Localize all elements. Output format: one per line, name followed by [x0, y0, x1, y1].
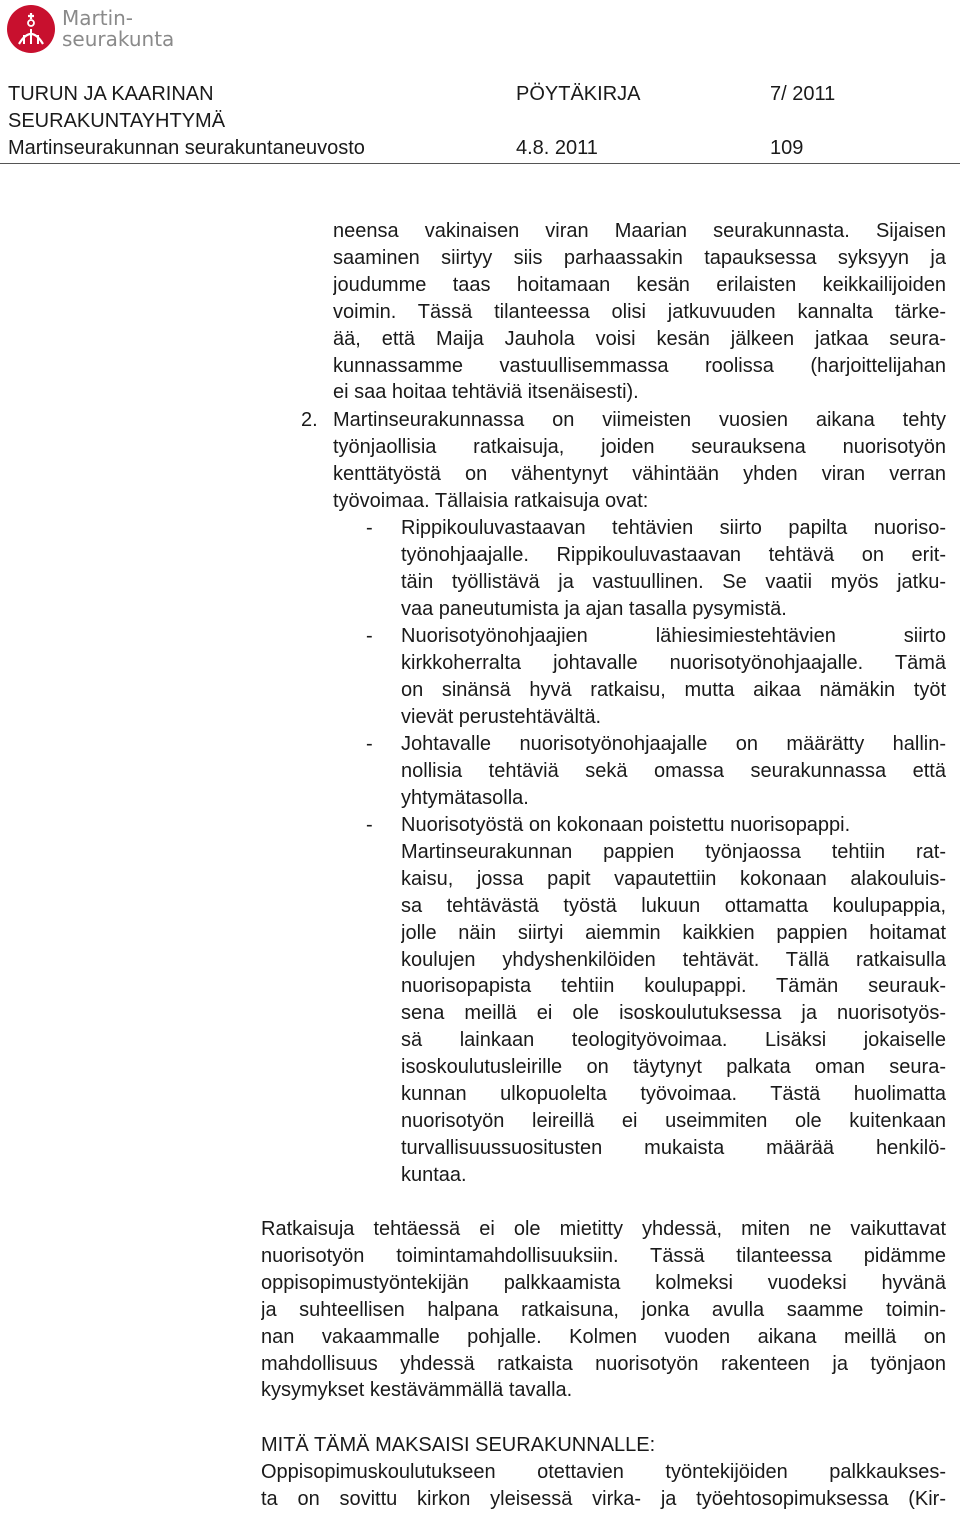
text-line: kenttätyöstä on vähentynyt vähintään yhden viran verran — [333, 462, 946, 485]
header-divider — [0, 163, 960, 164]
text-line: nan vakaammalle pohjalle. Kolmen vuoden aikana meillä on — [261, 1325, 946, 1348]
text-line: oppisopimustyöntekijän palkkaamista kolmeksi vuodeksi hyvänä — [261, 1271, 946, 1294]
bullet-item — [401, 623, 946, 731]
text-line: nuorisotyön leireillä ei useimmiten ole kuitenkaan — [401, 1109, 946, 1132]
bullet-item — [401, 731, 946, 812]
text-line: Martinseurakunnan pappien työnjaossa tehtiin rat- — [401, 840, 946, 863]
text-line: täin työllistävä ja vastuullinen. Se vaatii myös jatku- — [401, 570, 946, 593]
text-line: sä lainkaan teologityövoimaa. Lisäksi jokaiselle — [401, 1029, 946, 1052]
text-line: joudumme taas hoitamaan kesän erilaisten keikkailijoiden — [333, 273, 946, 296]
continuation-paragraph — [333, 218, 946, 406]
org-name-line-2: SEURAKUNTAYHTYMÄ — [8, 110, 226, 132]
meeting-body: Martinseurakunnan seurakuntaneuvosto — [8, 137, 365, 159]
text-line: Rippikouluvastaavan tehtävien siirto papilta nuoriso- — [401, 517, 946, 539]
item-number: 2. — [301, 409, 318, 431]
bullet-item — [401, 812, 946, 1189]
text-line: kysymykset kestävämmällä tavalla. — [261, 1379, 573, 1402]
text-line: nuorisopapista tehtiin koulupappi. Tämän seurauk- — [401, 975, 946, 998]
text-line: koulujen yhdyshenkilöiden tehtävät. Tällä ratkaisulla — [401, 948, 946, 971]
text-line: kunnassamme vastuullisemmassa roolissa (harjoittelijahan — [333, 354, 946, 377]
item-2-paragraph — [333, 407, 946, 515]
bullet-dash: - — [366, 517, 373, 539]
text-line: isoskoulutusleirille on täytynyt palkata oman seura- — [401, 1056, 946, 1079]
document-type: PÖYTÄKIRJA — [516, 83, 641, 105]
text-line: ta on sovittu kirkon yleisessä virka- ja työehtosopimuksessa (Kir- — [261, 1487, 946, 1510]
section-heading: MITÄ TÄMÄ MAKSAISI SEURAKUNNALLE: — [261, 1434, 656, 1456]
bullet-dash: - — [366, 733, 373, 755]
text-line: ja suhteellisen halpana ratkaisuna, jonka avulla saamme toimin- — [261, 1298, 946, 1321]
logo-line-1: Martin- — [62, 6, 134, 30]
page-number: 109 — [770, 137, 804, 159]
church-logo-icon — [6, 4, 56, 54]
text-line: Nuorisotyönohjaajien lähiesimiestehtävien siirto — [401, 625, 946, 647]
bullet-dash: - — [366, 625, 373, 647]
text-line: on sinänsä hyvä ratkaisu, mutta aikaa nämäkin työt — [401, 678, 946, 701]
text-line: Nuorisotyöstä on kokonaan poistettu nuorisopappi. — [401, 814, 851, 836]
text-line: vaa paneutumista ja ajan tasalla pysymistä. — [401, 597, 787, 620]
cost-section — [261, 1432, 946, 1513]
text-line: nollisia tehtäviä sekä omassa seurakunnassa että — [401, 759, 946, 782]
text-line: Ratkaisuja tehtäessä ei ole mietitty yhdessä, miten ne vaikuttavat — [261, 1218, 946, 1240]
text-line: Martinseurakunnassa on viimeisten vuosien aikana tehty — [333, 409, 946, 431]
text-line: Oppisopimuskoulutukseen otettavien työntekijöiden palkkaukses- — [261, 1460, 946, 1483]
text-line: saaminen siirtyy siis parhaassakin tapauksessa syksyyn ja — [333, 246, 946, 269]
text-line: sena meillä ei ole isoskoulutuksessa ja nuorisotyös- — [401, 1002, 946, 1025]
text-line: nuorisotyön toimintamahdollisuuksiin. Tässä tilanteessa pidämme — [261, 1244, 946, 1267]
org-name-line-1: TURUN JA KAARINAN — [8, 83, 214, 105]
text-line: työnjaollisia ratkaisuja, joiden seurauksena nuorisotyön — [333, 435, 946, 458]
logo-line-2: seurakunta — [62, 27, 175, 51]
bullet-item — [401, 515, 946, 623]
text-line: työnohjaajalle. Rippikouluvastaavan tehtävä on erit- — [401, 543, 946, 566]
text-line: kirkkoherralta johtavalle nuorisotyönohjaajalle. Tämä — [401, 651, 946, 674]
text-line: Johtavalle nuorisotyönohjaajalle on määrätty hallin- — [401, 733, 946, 755]
text-line: kuntaa. — [401, 1163, 467, 1186]
text-line: voimin. Tässä tilanteessa olisi jatkuvuuden kannalta tärke- — [333, 300, 946, 323]
text-line: kaisu, jossa papit vapautettiin kokonaan alakouluis- — [401, 867, 946, 890]
text-line: kunnan ulkopuolelta työvoimaa. Tästä huolimatta — [401, 1083, 946, 1106]
text-line: mahdollisuus yhdessä ratkaista nuorisotyön rakenteen ja työnjaon — [261, 1352, 946, 1375]
text-line: jolle näin siirtyi aiemmin kaikkien pappien hoitamat — [401, 921, 946, 944]
text-line: neensa vakinaisen viran Maarian seurakunnasta. Sijaisen — [333, 220, 946, 242]
document-number: 7/ 2011 — [770, 83, 836, 105]
text-line: sa tehtävästä työstä lukuun ottamatta koulupappia, — [401, 894, 946, 917]
text-line: työvoimaa. Tällaisia ratkaisuja ovat: — [333, 489, 649, 512]
text-line: yhtymätasolla. — [401, 786, 529, 809]
bullet-dash: - — [366, 814, 373, 836]
text-line: ei saa hoitaa tehtäviä itsenäisesti). — [333, 381, 639, 404]
conclusion-paragraph — [261, 1216, 946, 1404]
meeting-date: 4.8. 2011 — [516, 137, 598, 159]
text-line: turvallisuussuositusten mukaista määrää henkilö- — [401, 1136, 946, 1159]
text-line: ää, että Maija Jauhola voisi kesän jälkeen jatkaa seura- — [333, 327, 946, 350]
text-line: vievät perustehtävältä. — [401, 705, 602, 728]
